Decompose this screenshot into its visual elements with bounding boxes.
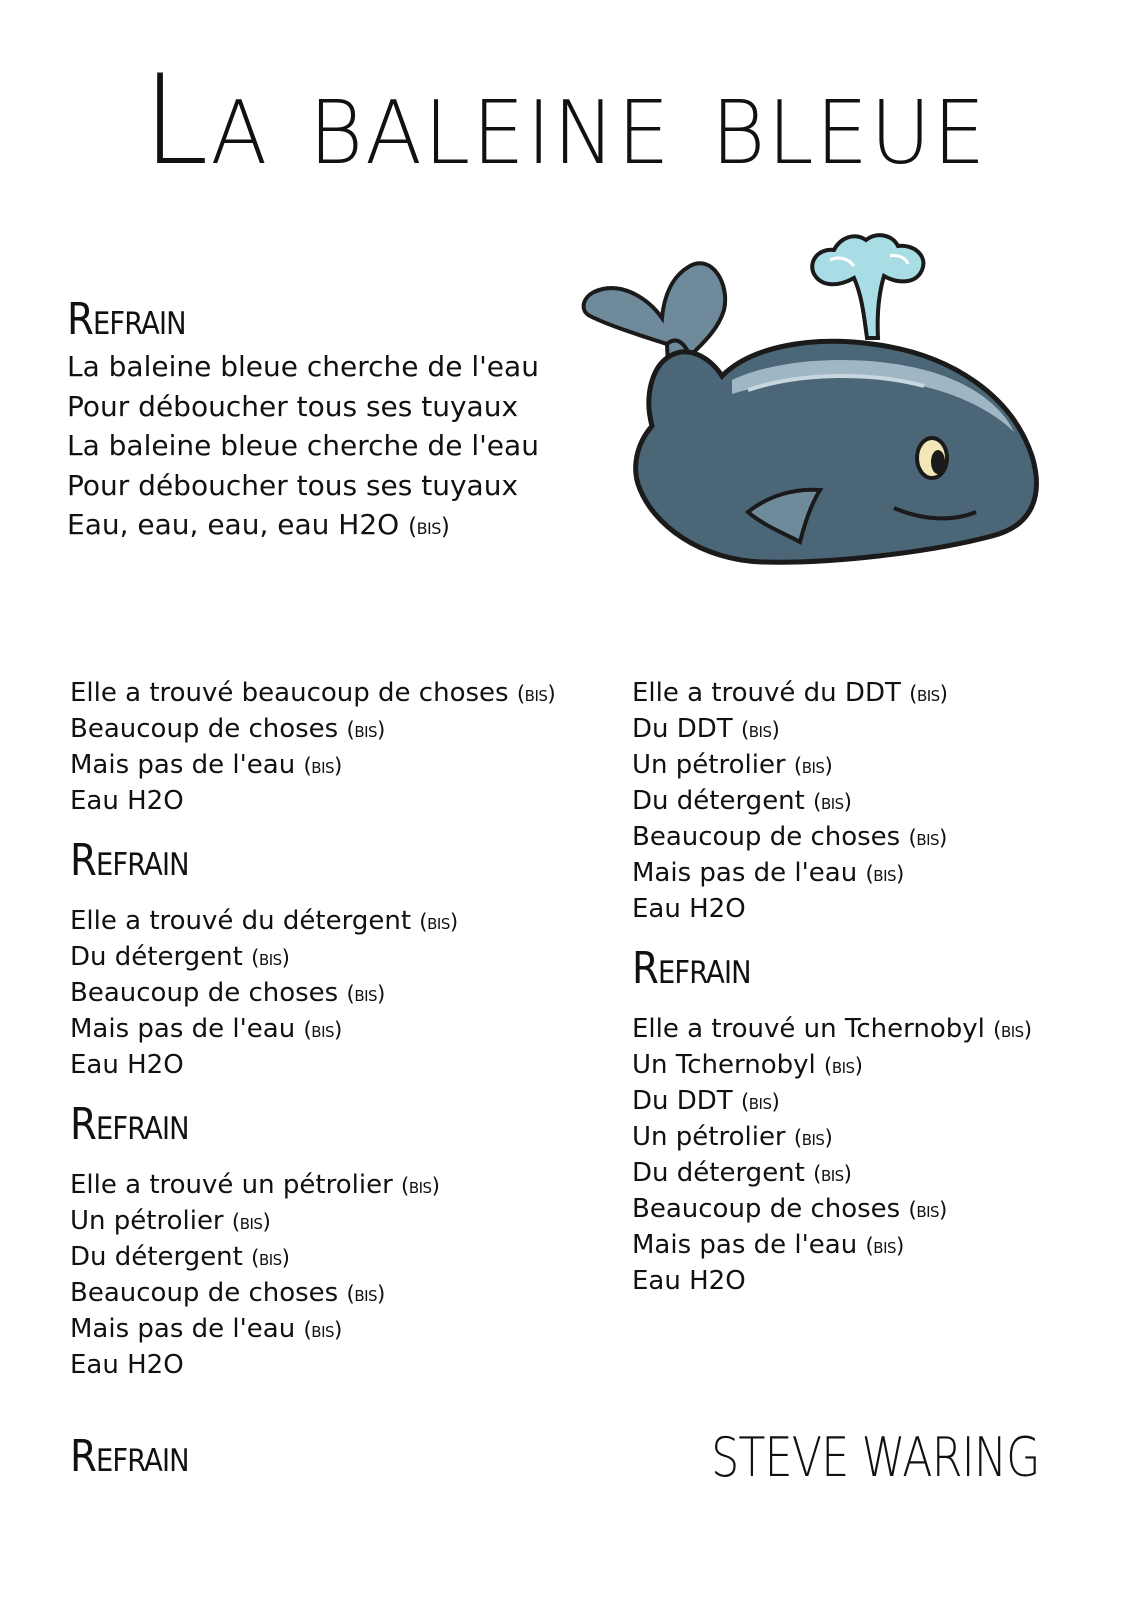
chorus-line: Pour déboucher tous ses tuyaux	[67, 389, 519, 423]
verse-line-text: Beaucoup de choses	[70, 714, 339, 744]
verse-line-text: Eau H2O	[70, 1350, 184, 1380]
verse-line-text: Eau H2O	[632, 894, 746, 924]
verse-line	[632, 1228, 1102, 1264]
verses-right-column	[632, 676, 1102, 1299]
refrain-heading: Refrain	[70, 1099, 189, 1150]
verse-line	[70, 1312, 590, 1348]
verse-line	[70, 1168, 590, 1204]
verse-line-text: Du détergent	[632, 1158, 805, 1188]
bis-marker: (bis)	[251, 1246, 290, 1271]
verses-left-column	[70, 676, 590, 1383]
verse-line	[70, 940, 590, 976]
verse-line-text: Elle a trouvé du détergent	[70, 906, 412, 936]
verse-line-text: Elle a trouvé un pétrolier	[70, 1170, 393, 1200]
verse-line	[70, 784, 590, 819]
verse-line-text: Du détergent	[632, 786, 805, 816]
final-refrain-heading: Refrain	[70, 1431, 189, 1482]
bis-marker: (bis)	[419, 910, 458, 935]
bis-marker: (bis)	[865, 862, 904, 887]
verse-line-text: Du détergent	[70, 1242, 243, 1272]
verse-line	[632, 1264, 1102, 1299]
refrain-heading: Refrain	[70, 835, 189, 886]
bis-marker: (bis)	[865, 1234, 904, 1259]
verse-line	[70, 712, 590, 748]
verse-line-text: Mais pas de l'eau	[70, 1014, 296, 1044]
verse-line-text: Beaucoup de choses	[70, 978, 339, 1008]
verse-line	[70, 1012, 590, 1048]
verse-line-text: Un pétrolier	[70, 1206, 224, 1236]
bis-marker: (bis)	[740, 718, 780, 743]
refrain-heading: Refrain	[632, 943, 751, 994]
verse-line-text: Mais pas de l'eau	[70, 1314, 296, 1344]
bis-marker: (bis)	[908, 1198, 947, 1223]
bis-marker: (bis)	[516, 682, 556, 707]
verse-line-text: Un pétrolier	[632, 1122, 786, 1152]
bis-marker: (bis)	[346, 1282, 385, 1307]
verse-line-text: Beaucoup de choses	[70, 1278, 339, 1308]
chorus-line-last	[67, 505, 539, 548]
bis-marker: (bis)	[813, 790, 852, 815]
verse-line	[70, 1348, 590, 1383]
verse-block	[70, 1168, 590, 1383]
chorus-line: La baleine bleue cherche de l'eau	[67, 429, 539, 462]
bis-marker: (bis)	[993, 1018, 1032, 1043]
page-title: La baleine bleue	[142, 47, 988, 193]
verse-line	[70, 1240, 590, 1276]
verse-line-text: Du DDT	[632, 714, 733, 744]
verse-line	[70, 1276, 590, 1312]
chorus-line: La baleine bleue cherche de l'eau	[67, 350, 539, 383]
bis-marker: (bis)	[813, 1162, 852, 1187]
bis-marker: (bis)	[908, 826, 947, 851]
verse-line	[632, 1192, 1102, 1228]
chorus-lyrics	[67, 347, 539, 548]
verse-line	[70, 976, 590, 1012]
chorus-block	[67, 295, 539, 548]
verse-block	[70, 904, 590, 1083]
verse-block	[632, 1012, 1102, 1299]
bis-marker: (bis)	[824, 1054, 863, 1079]
verse-line-text: Eau H2O	[70, 786, 184, 816]
bis-marker: (bis)	[251, 946, 290, 971]
whale-icon	[572, 226, 1042, 586]
verse-line-text: Elle a trouvé beaucoup de choses	[70, 678, 509, 708]
author-name: STEVE WARING	[711, 1426, 1040, 1489]
bis-marker: (bis)	[740, 1090, 780, 1115]
verse-line	[632, 856, 1102, 892]
verse-line-text: Beaucoup de choses	[632, 1194, 901, 1224]
verse-line-text: Du détergent	[70, 942, 243, 972]
verse-line	[70, 904, 590, 940]
verse-line	[632, 748, 1102, 784]
whale-body	[636, 341, 1037, 562]
verse-line	[632, 1012, 1102, 1048]
bis-marker: (bis)	[346, 718, 385, 743]
verse-line	[632, 784, 1102, 820]
whale-eye	[917, 438, 947, 478]
verse-line	[70, 1204, 590, 1240]
bis-marker: (bis)	[303, 1318, 342, 1343]
verse-line	[632, 1084, 1102, 1120]
bis-marker: (bis)	[303, 754, 342, 779]
chorus-line-text: Eau, eau, eau, eau H2O	[67, 508, 400, 541]
bis-marker: (bis)	[793, 754, 833, 779]
verse-line-text: Du DDT	[632, 1086, 733, 1116]
verse-line	[632, 820, 1102, 856]
bis-marker: (bis)	[231, 1210, 271, 1235]
verse-line	[70, 676, 590, 712]
verse-line	[632, 892, 1102, 927]
verse-line-text: Eau H2O	[632, 1266, 746, 1296]
bis-marker: (bis)	[401, 1174, 440, 1199]
bis-marker: (bis)	[408, 514, 450, 540]
verse-line-text: Mais pas de l'eau	[632, 1230, 858, 1260]
verse-line-text: Un pétrolier	[632, 750, 786, 780]
verse-line-text: Beaucoup de choses	[632, 822, 901, 852]
verse-line-text: Elle a trouvé du DDT	[632, 678, 901, 708]
verse-line-text: Un Tchernobyl	[632, 1050, 816, 1080]
verse-line	[70, 748, 590, 784]
chorus-line: Pour déboucher tous ses tuyaux	[67, 468, 519, 502]
verse-line-text: Eau H2O	[70, 1050, 184, 1080]
verse-block	[70, 676, 590, 819]
verse-line	[632, 1156, 1102, 1192]
bis-marker: (bis)	[303, 1018, 342, 1043]
verse-line	[632, 676, 1102, 712]
verse-line-text: Elle a trouvé un Tchernobyl	[632, 1014, 985, 1044]
verse-line-text: Mais pas de l'eau	[70, 750, 296, 780]
verse-line	[632, 712, 1102, 748]
bis-marker: (bis)	[346, 982, 385, 1007]
verse-block	[632, 676, 1102, 927]
verse-line-text: Mais pas de l'eau	[632, 858, 858, 888]
verse-line	[632, 1048, 1102, 1084]
bis-marker: (bis)	[909, 682, 948, 707]
verse-line	[632, 1120, 1102, 1156]
verse-line	[70, 1048, 590, 1083]
bis-marker: (bis)	[793, 1126, 833, 1151]
chorus-heading: Refrain	[67, 294, 186, 345]
water-spout	[812, 235, 923, 338]
